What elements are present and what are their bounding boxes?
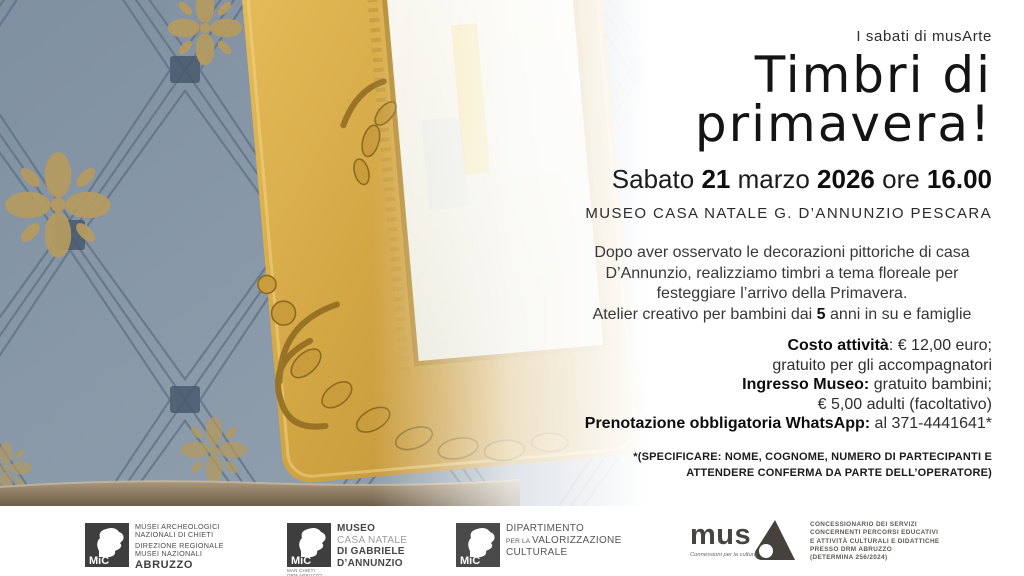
- musa-logo-icon: mus Connessioni per la cultura: [690, 519, 802, 565]
- mic-logo-icon: [85, 523, 129, 567]
- description-line: Atelier creativo per bambini dai 5 anni in su e famiglie: [592, 305, 972, 323]
- venue-name: MUSEO CASA NATALE G. D’ANNUNZIO PESCARA: [585, 205, 992, 222]
- booking-footnote: *(SPECIFICARE: NOME, COGNOME, NUMERO DI PARTECIPANTI E ATTENDERE CONFERMA DA PARTE DELL’OPERATORE): [633, 450, 992, 479]
- pricing-info: [530, 336, 992, 434]
- svg-text:MiC: MiC: [460, 555, 481, 567]
- series-kicker: I sabati di musArte: [856, 28, 992, 45]
- description-line: festeggiare l’arrivo della Primavera.: [656, 285, 908, 302]
- cost-extra-line: gratuito per gli accompagnatori: [772, 356, 992, 374]
- event-title-line1: Timbri di: [754, 46, 992, 104]
- event-date: Sabato 21 marzo 2026 ore 16.00: [611, 164, 992, 194]
- svg-text:MiC: MiC: [89, 555, 110, 567]
- description-line: D’Annunzio, realizziamo timbri a tema floreale per: [605, 264, 959, 282]
- logo-musa: mus Connessioni per la cultura CONCESSIONARIO DEI SERVIZI CONCERNENTI PERCORSI EDUCATIVI E ATTIVITÀ CULTURALI E DIDATTICHE PRESSO DRM ABRUZZO (DETERMINA 256/2024): [690, 519, 940, 565]
- svg-text:MiC: MiC: [291, 555, 312, 567]
- mic-logo-icon: [287, 523, 331, 567]
- cost-line: Costo attività: € 12,00 euro;: [787, 337, 992, 354]
- description-line: Dopo aver osservato le decorazioni pittoriche di casa: [594, 244, 970, 261]
- musa-a-glyph: [752, 519, 798, 563]
- event-title-line2: primavera!: [694, 95, 992, 153]
- poster-text-column: [530, 0, 992, 481]
- mic-logo-icon: [456, 523, 500, 567]
- booking-line: Prenotazione obbligatoria WhatsApp: al 371-4441641*: [584, 415, 992, 432]
- event-title: [530, 46, 992, 153]
- entry-extra-line: € 5,00 adulti (facoltativo): [817, 395, 992, 413]
- institutional-logo-strip: [0, 514, 1024, 576]
- musa-tagline: Connessioni per la cultura: [690, 552, 758, 558]
- logo-dipartimento: MiC DIPARTIMENTO PER LA VALORIZZAZIONE CULTURALE: [456, 523, 622, 567]
- entry-line: Ingresso Museo: gratuito bambini;: [742, 376, 992, 393]
- logo-musei-chieti: MiC MUSEI ARCHEOLOGICI NAZIONALI DI CHIETI DIREZIONE REGIONALE MUSEI NAZIONALI ABRUZZO: [85, 523, 224, 571]
- event-description: [572, 243, 992, 325]
- logo-casa-natale: MiC MAN CHIETI DRM ABRUZZO MUSEO CASA NATALE DI GABRIELE D’ANNUNZIO: [287, 523, 408, 576]
